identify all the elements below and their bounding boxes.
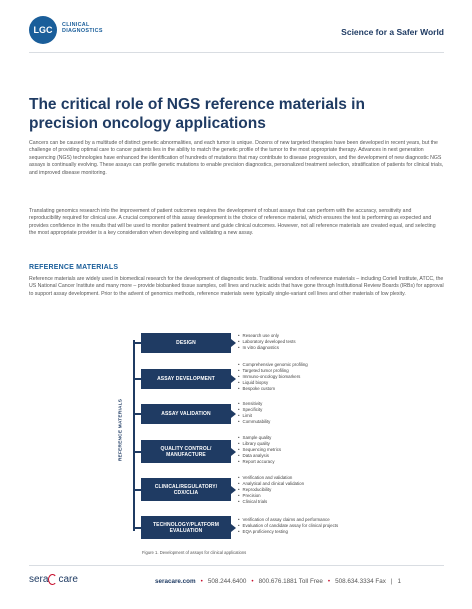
header-divider bbox=[29, 52, 444, 53]
bullet-item: • Limit bbox=[238, 413, 270, 419]
bullet-item: • Library quality bbox=[238, 441, 281, 447]
logo-subline-2: DIAGNOSTICS bbox=[62, 28, 103, 34]
bullet-item: • Data analysis bbox=[238, 453, 281, 459]
bullet-item: • Verification of assay claims and performance bbox=[238, 517, 338, 523]
timeline-tick bbox=[133, 527, 141, 529]
brand-prefix: sera bbox=[29, 574, 49, 585]
stage-technology-platform bbox=[141, 516, 231, 539]
bullet-item: • Liquid biopsy bbox=[238, 380, 308, 386]
seracare-swirl-icon bbox=[48, 574, 57, 585]
figure-vertical-label: REFERENCE MATERIALS bbox=[118, 398, 124, 462]
stage-label-line2: MANUFACTURE bbox=[166, 451, 206, 458]
figure-timeline-line bbox=[133, 340, 135, 531]
brand-suffix: care bbox=[58, 574, 78, 585]
timeline-tick bbox=[133, 489, 141, 491]
bullet-item: • Laboratory developed tests bbox=[238, 339, 296, 345]
stage-assay-development bbox=[141, 369, 231, 389]
bullet-item: • Analytical and clinical validation bbox=[238, 481, 304, 487]
lgc-logo bbox=[29, 16, 57, 44]
fax: 508.634.3334 Fax bbox=[335, 578, 386, 585]
website-link[interactable]: seracare.com bbox=[155, 578, 196, 585]
separator-dot: • bbox=[327, 578, 331, 585]
stage-arrow bbox=[231, 524, 236, 532]
bullet-item: • Targeted tumor profiling bbox=[238, 368, 308, 374]
body-paragraph: Translating genomics research into the improvement of patient outcomes requires the development of robust assays that can perform with the accuracy, sensitivity and reproducibility required for clinical use. A crucial component of this assay development is the choice of reference material, which ensures the test is performing as expected and provides confidence in the results that will be used to monitor patient treatment and guide clinical outcomes. However, not all reference materials are created equal, and selecting the most appropriate provider is a key consideration when developing and validating a new assay. bbox=[29, 208, 436, 237]
bullet-item: • Commutability bbox=[238, 419, 270, 425]
stage-quality-control-bullets bbox=[238, 435, 281, 465]
bullet-item: • Reproducibility bbox=[238, 487, 304, 493]
bullet-item: • Sequencing metrics bbox=[238, 447, 281, 453]
stage-arrow bbox=[231, 339, 236, 347]
stage-arrow bbox=[231, 448, 236, 456]
stage-label: TECHNOLOGY/PLATFORM bbox=[153, 521, 219, 528]
bullet-item: • Evaluation of candidate assay for clinical projects bbox=[238, 523, 338, 529]
stage-label: CLINICAL/REGULATORY/ bbox=[154, 483, 218, 490]
bullet-item: • Immuno-oncology biomarkers bbox=[238, 374, 308, 380]
page-number: 1 bbox=[397, 578, 402, 585]
phone: 508.244.6400 bbox=[207, 578, 247, 585]
stage-design-bullets bbox=[238, 333, 296, 351]
page-title: The critical role of NGS reference materials in precision oncology applications bbox=[29, 96, 365, 132]
footer-contact bbox=[155, 578, 401, 585]
bullet-item: • Sample quality bbox=[238, 435, 281, 441]
stage-technology-platform-bullets bbox=[238, 517, 338, 535]
timeline-tick bbox=[133, 378, 141, 380]
bullet-item: • In vitro diagnostics bbox=[238, 345, 296, 351]
toll-free: 800.676.1881 Toll Free bbox=[258, 578, 323, 585]
intro-paragraph: Cancers can be caused by a multitude of distinct genetic abnormalities, and each tumor is unique. Dozens of new targeted therapies have been developed in recent years, but the challenge of providing optimal care to cancer patients lies in the ability to match the genetic profile of the tumor to the most appropriate therapy. Advances in next generation sequencing (NGS) technologies have enhanced the identification of hundreds of mutations that may contribute to disease progression, and the development of new diagnostic NGS assays is continually evolving. These assays can profile genetic mutations to enable precision diagnostics, personalized treatment selection, stratification of patients for clinical trials, and improved disease monitoring. bbox=[29, 140, 444, 176]
logo-subline bbox=[62, 22, 103, 34]
section-heading: REFERENCE MATERIALS bbox=[29, 264, 119, 271]
timeline-tick bbox=[133, 451, 141, 453]
bullet-item: • Research use only bbox=[238, 333, 296, 339]
figure-caption: Figure 1. Development of assays for clinical applications bbox=[142, 550, 247, 555]
stage-label: QUALITY CONTROL/ bbox=[160, 445, 212, 452]
stage-arrow bbox=[231, 410, 236, 418]
bullet-item: • Bespoke custom bbox=[238, 386, 308, 392]
stage-arrow bbox=[231, 486, 236, 494]
timeline-tick bbox=[133, 413, 141, 415]
stage-assay-validation-bullets bbox=[238, 401, 270, 425]
stage-label-line2: CDX/CLIA bbox=[173, 489, 199, 496]
stage-design bbox=[141, 333, 231, 353]
stage-label-line2: EVALUATION bbox=[169, 527, 203, 534]
bullet-item: • Comprehensive genomic profiling bbox=[238, 362, 308, 368]
reference-materials-paragraph: Reference materials are widely used in biomedical research for the development of diagnostic tests. Traditional vendors of reference materials – including Coriell Institute, ATCC, the US National Cancer Institute and many more – provide biobanked tissue samples, cell lines and nucleic acids that have gone through Institutional Review Boards (IRBs) for approval to support assay development. Prior to the advent of genomics methods, reference materials were typically single-variant cell lines and other materials of low plexity. bbox=[29, 276, 444, 297]
stage-quality-control bbox=[141, 440, 231, 463]
bullet-item: • Report accuracy bbox=[238, 459, 281, 465]
stage-clinical-regulatory-bullets bbox=[238, 475, 304, 505]
tagline: Science for a Safer World bbox=[341, 27, 444, 37]
logo-subline-1: CLINICAL bbox=[62, 22, 90, 28]
footer-divider bbox=[29, 565, 444, 566]
bullet-item: • EQA proficiency testing bbox=[238, 529, 338, 535]
bullet-item: • Sensitivity bbox=[238, 401, 270, 407]
stage-clinical-regulatory bbox=[141, 478, 231, 501]
stage-assay-validation bbox=[141, 404, 231, 424]
bullet-item: • Clinical trials bbox=[238, 499, 304, 505]
separator-dot: • bbox=[200, 578, 203, 585]
bullet-item: • Precision bbox=[238, 493, 304, 499]
stage-assay-development-bullets bbox=[238, 362, 308, 392]
bullet-item: • Verification and validation bbox=[238, 475, 304, 481]
separator-pipe: | bbox=[390, 578, 393, 585]
bullet-item: • Specificity bbox=[238, 407, 270, 413]
separator-dot: • bbox=[251, 578, 254, 585]
stage-label: DESIGN bbox=[176, 340, 196, 346]
seracare-logo bbox=[29, 574, 78, 585]
timeline-tick bbox=[133, 342, 141, 344]
stage-arrow bbox=[231, 375, 236, 383]
logo-text: LGC bbox=[33, 25, 53, 35]
stage-label: ASSAY DEVELOPMENT bbox=[157, 376, 215, 382]
stage-label: ASSAY VALIDATION bbox=[161, 411, 211, 417]
